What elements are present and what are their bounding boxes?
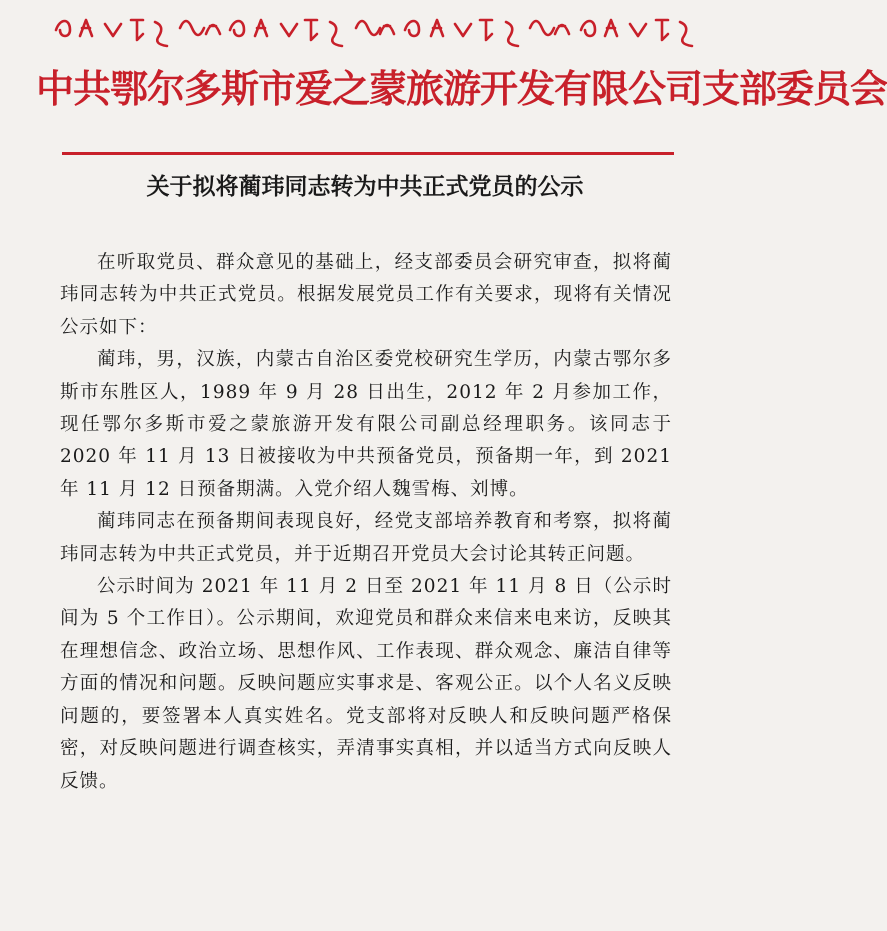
document-body: [60, 247, 672, 798]
org-name: 中共鄂尔多斯市爱之蒙旅游开发有限公司支部委员会: [36, 67, 887, 111]
mongolian-script-line: [50, 8, 690, 48]
body-paragraph: 蔺玮，男，汉族，内蒙古自治区委党校研究生学历，内蒙古鄂尔多斯市东胜区人，1989 年 9 月 28 日出生，2012 年 2 月参加工作，现任鄂尔多斯市爱之蒙旅游开发有限公司副总经理职务。该同志于 2020 年 11 月 13 日被接收为中共预备党员，预备期一年，到 2021 年 11 月 12 日预备期满。入党介绍人魏雪梅、刘博。: [60, 349, 672, 500]
letterhead: [0, 0, 887, 160]
body-paragraph: 公示时间为 2021 年 11 月 2 日至 2021 年 11 月 8 日（公示时间为 5 个工作日）。公示期间，欢迎党员和群众来信来电来访，反映其在理想信念、政治立场、思想作风、工作表现、群众观念、廉洁自律等方面的情况和问题。反映问题应实事求是、客观公正。以个人名义反映问题的，要签署本人真实姓名。党支部将对反映人和反映问题严格保密，对反映问题进行调查核实，弄清事实真相，并以适当方式向反映人反馈。: [60, 576, 672, 792]
body-paragraph: 在听取党员、群众意见的基础上，经支部委员会研究审查，拟将蔺玮同志转为中共正式党员。根据发展党员工作有关要求，现将有关情况公示如下：: [60, 252, 672, 338]
document-title: 关于拟将蔺玮同志转为中共正式党员的公示: [146, 173, 584, 200]
red-rule-divider: [62, 152, 674, 155]
body-paragraph: 蔺玮同志在预备期间表现良好，经党支部培养教育和考察，拟将蔺玮同志转为中共正式党员，并于近期召开党员大会讨论其转正问题。: [60, 511, 672, 565]
